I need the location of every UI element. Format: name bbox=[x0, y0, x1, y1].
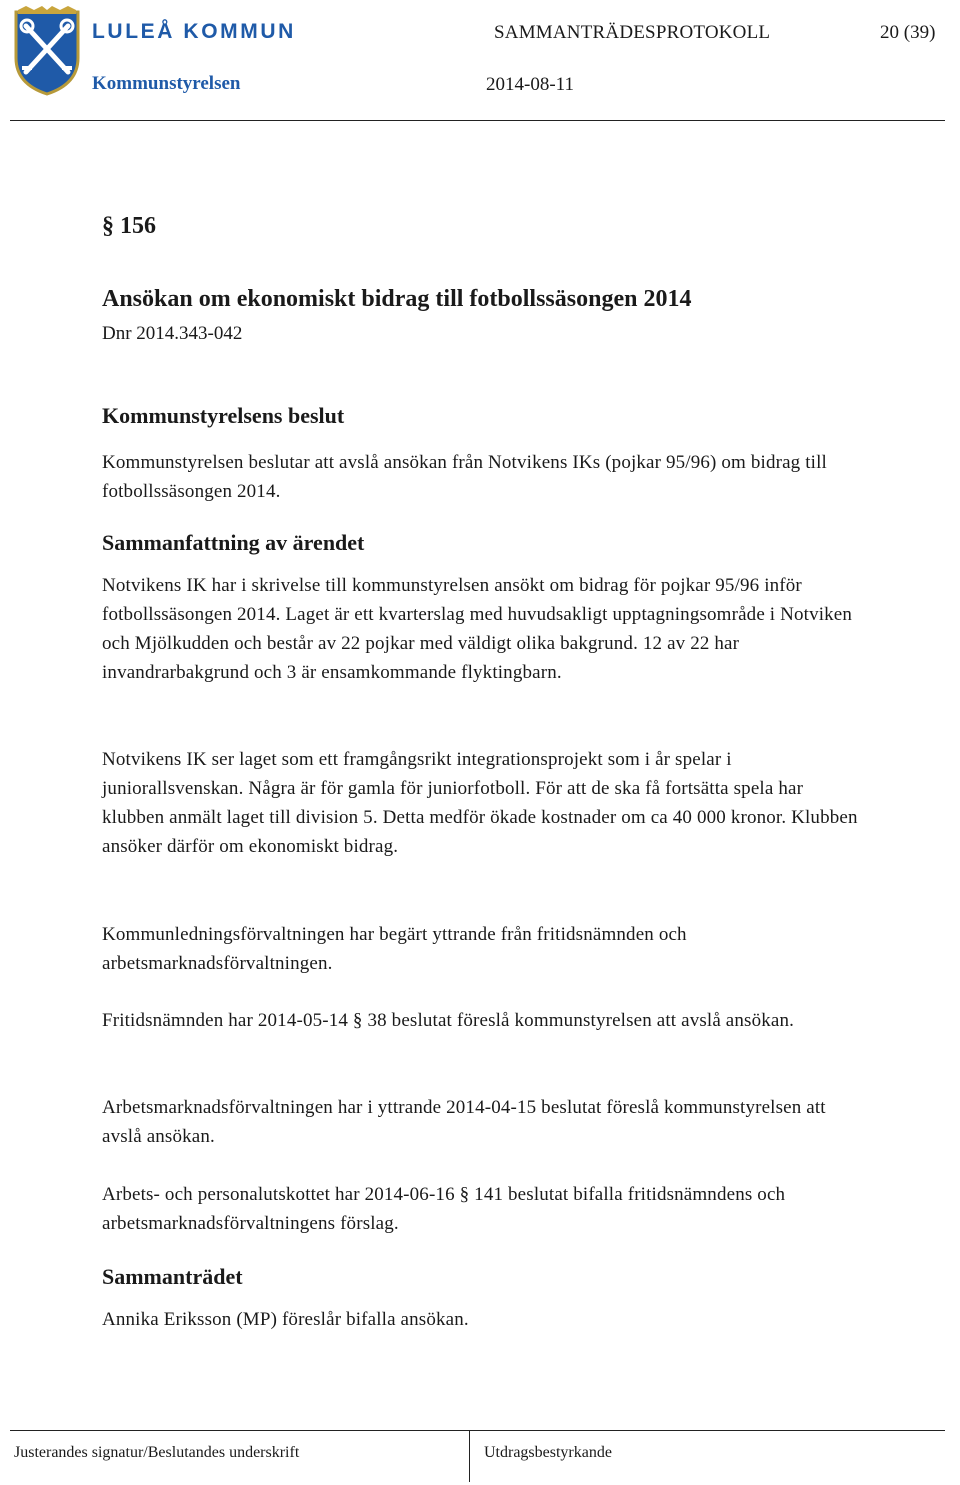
meeting-heading: Sammanträdet bbox=[102, 1264, 243, 1289]
case-title: Ansökan om ekonomiskt bidrag till fotbollssäsongen 2014 bbox=[102, 286, 692, 312]
footer-divider bbox=[10, 1430, 945, 1431]
case-dnr: Dnr 2014.343-042 bbox=[102, 323, 243, 344]
summary-paragraph: Kommunledningsförvaltningen har begärt yttrande från fritidsnämnden och arbetsmarknadsförvaltningen. bbox=[102, 924, 687, 974]
summary-paragraph: Arbets- och personalutskottet har 2014-06-16 § 141 beslutat bifalla fritidsnämndens och arbetsmarknadsförvaltningens förslag. bbox=[102, 1184, 786, 1234]
organization-name: LULEÅ KOMMUN bbox=[92, 20, 296, 43]
summary-paragraph: Arbetsmarknadsförvaltningen har i yttrande 2014-04-15 beslutat föreslå kommunstyrelsen att avslå ansökan. bbox=[102, 1097, 826, 1147]
department-name: Kommunstyrelsen bbox=[92, 73, 241, 94]
page-number: 20 (39) bbox=[880, 22, 936, 43]
summary-paragraph: Notvikens IK ser laget som ett framgångsrikt integrationsprojekt som i år spelar i juniorallsvenskan. Några är för gamla för juniorfotboll. För att de ska få fortsätta spela har klubben anmält laget till division 5. Detta medför ökade kostnader om ca 40 000 kronor. Klubben ansöker därför om ekonomiskt bidrag. bbox=[102, 749, 858, 857]
decision-text: Kommunstyrelsen beslutar att avslå ansökan från Notvikens IKs (pojkar 95/96) om bidrag till fotbollssäsongen 2014. bbox=[102, 452, 827, 502]
summary-paragraph: Fritidsnämnden har 2014-05-14 § 38 beslutat föreslå kommunstyrelsen att avslå ansökan. bbox=[102, 1010, 795, 1031]
extract-label: Utdragsbestyrkande bbox=[484, 1444, 612, 1461]
decision-heading: Kommunstyrelsens beslut bbox=[102, 403, 345, 428]
summary-heading: Sammanfattning av ärendet bbox=[102, 530, 365, 555]
header-divider bbox=[10, 120, 945, 121]
paragraph-number: § 156 bbox=[102, 213, 156, 239]
summary-paragraph: Notvikens IK har i skrivelse till kommunstyrelsen ansökt om bidrag för pojkar 95/96 inför fotbollssäsongen 2014. Laget är ett kvarterslag med huvudsakligt upptagningsområde i Notviken och Mjölkudden och består av 22 pojkar med väldigt olika bakgrund. 12 av 22 har invandrarbakgrund och 3 är ensamkommande flyktingbarn. bbox=[102, 575, 853, 683]
footer-separator bbox=[469, 1430, 470, 1482]
coat-of-arms-icon bbox=[12, 6, 82, 96]
document-type: SAMMANTRÄDESPROTOKOLL bbox=[494, 22, 771, 43]
meeting-date: 2014-08-11 bbox=[486, 74, 574, 95]
meeting-text: Annika Eriksson (MP) föreslår bifalla ansökan. bbox=[102, 1309, 469, 1330]
signature-label: Justerandes signatur/Beslutandes underskrift bbox=[14, 1444, 300, 1461]
